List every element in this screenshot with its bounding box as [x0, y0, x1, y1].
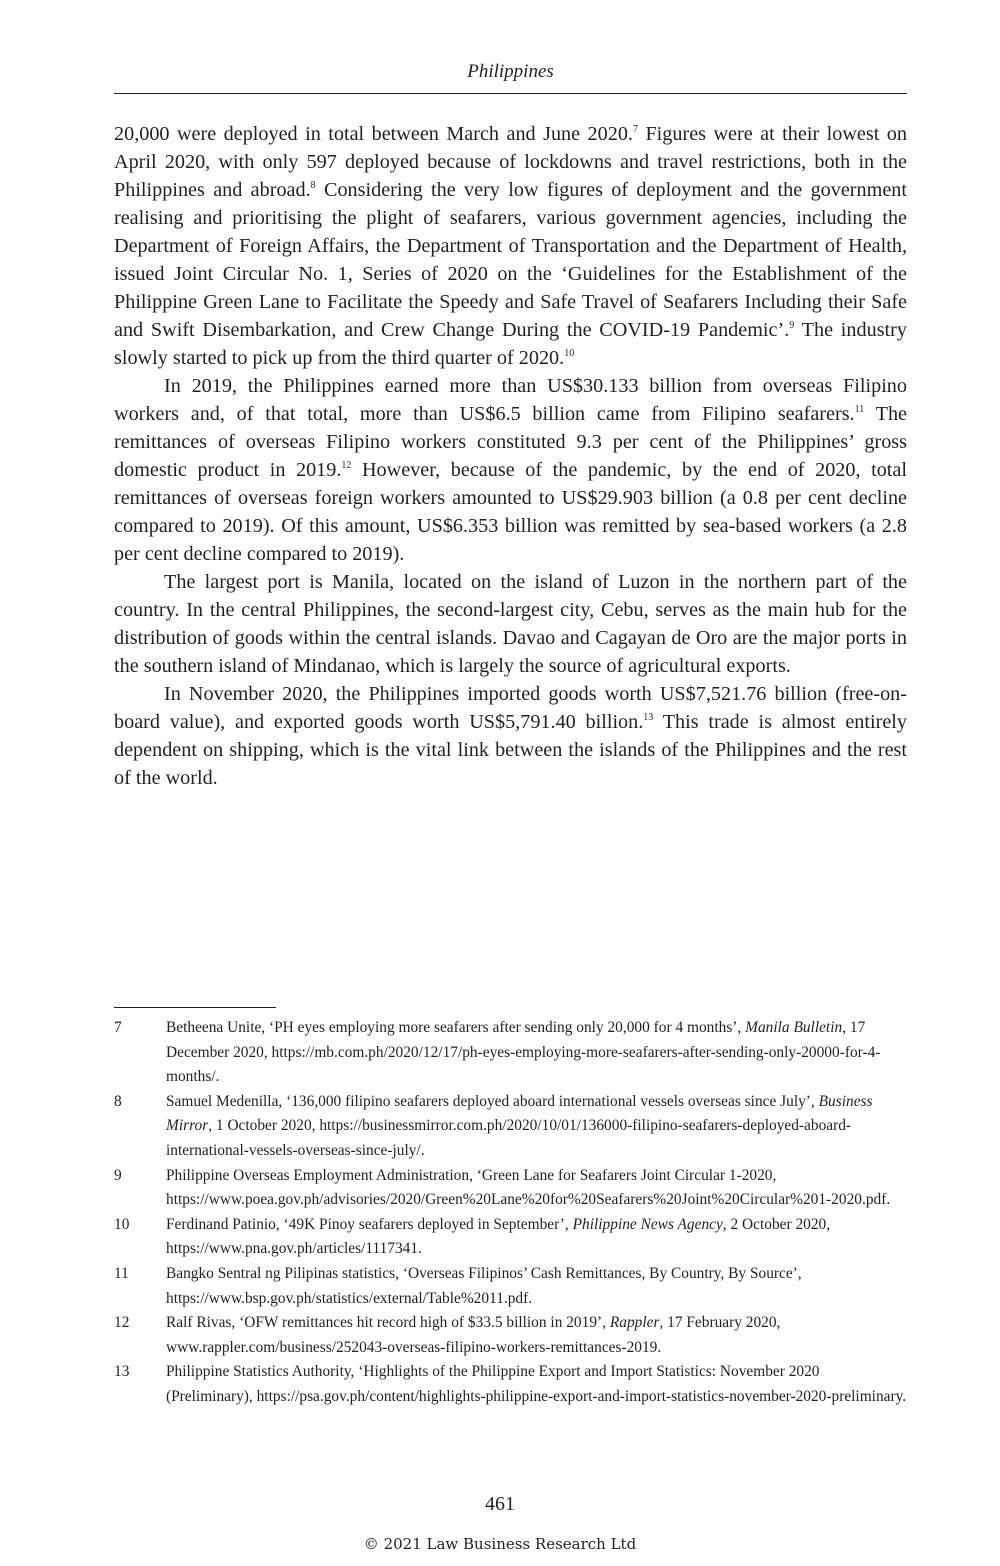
footnotes [114, 1016, 907, 1410]
text-run: Figures were at their lowest on April 2020, with only 597 deployed because of lockdowns and travel restrictions, both in the Philippines and abroad. [114, 123, 907, 201]
footnote-reference: 7 [632, 124, 638, 135]
footnote-text [166, 1216, 830, 1258]
footnote-text [166, 1265, 802, 1307]
footnote-text [166, 1314, 780, 1356]
text-run: Betheena Unite, ‘PH eyes employing more seafarers after sending only 20,000 for 4 months’, [166, 1019, 746, 1036]
footnote [114, 1090, 907, 1164]
footnote-number: 12 [114, 1314, 130, 1332]
footnote-text [166, 1093, 873, 1159]
text-run: Philippine Statistics Authority, ‘Highlights of the Philippine Export and Import Statistics: November 2020 (Preliminary), https://psa.gov.ph/content/highlights-philippine-export-and-import-statistics-november-2020-preliminary. [166, 1363, 907, 1405]
footnote-text [166, 1019, 880, 1085]
footnote-reference: 9 [789, 320, 795, 331]
footnote-reference: 10 [564, 348, 575, 359]
text-run: , 1 October 2020, https://businessmirror.com.ph/2020/10/01/136000-filipino-seafarers-deployed-aboard-international-vessels-overseas-since-july/. [166, 1117, 852, 1159]
italic-title: Business Mirror [166, 1092, 873, 1135]
text-run: , 17 February 2020, www.rappler.com/business/252043-overseas-filipino-workers-remittances-2019. [166, 1314, 781, 1356]
footnote-text [166, 1363, 906, 1405]
footnote-number: 7 [114, 1019, 122, 1036]
footnote-rule [114, 1007, 276, 1008]
footnote-text [166, 1167, 890, 1209]
text-run: 20,000 were deployed in total between March and June 2020. [114, 123, 633, 145]
copyright-notice: © 2021 Law Business Research Ltd [363, 1535, 637, 1553]
paragraph [114, 120, 907, 372]
footnote [114, 1164, 907, 1213]
footnote [114, 1311, 907, 1360]
footnote-reference: 12 [341, 460, 352, 471]
footnote [114, 1213, 907, 1262]
footnote [114, 1016, 907, 1090]
text-run: In November 2020, the Philippines imported goods worth US$7,521.76 billion (free-on-board value), and exported goods worth US$5,791.40 billion. [114, 683, 907, 733]
footnote-reference: 13 [643, 712, 654, 723]
paragraph [114, 372, 907, 568]
italic-title: Manila Bulletin [745, 1019, 843, 1036]
text-run: Ralf Rivas, ‘OFW remittances hit record high of $33.5 billion in 2019’, [166, 1314, 610, 1332]
text-run: Philippine Overseas Employment Administration, ‘Green Lane for Seafarers Joint Circular 1-2020, https://www.poea.gov.ph/advisories/2020/Green%20Lane%20for%20Seafarers%20Joint%20Circular%201-2020.pdf. [166, 1166, 891, 1209]
footnote-number: 9 [114, 1166, 122, 1184]
text-run: In 2019, the Philippines earned more than US$30.133 billion from overseas Filipino workers and, of that total, more than US$6.5 billion came from Filipino seafarers. [114, 375, 907, 425]
text-run: , 17 December 2020, https://mb.com.ph/2020/12/17/ph-eyes-employing-more-seafarers-after-sending-only-20000-for-4-months/. [166, 1019, 881, 1086]
text-run: Considering the very low figures of deployment and the government realising and prioritising the plight of seafarers, various government agencies, including the Department of Foreign Affairs, the Department of Transportation and the Department of Health, issued Joint Circular No. 1, Series of 2020 on the ‘Guidelines for the Establishment of the Philippine Green Lane to Facilitate the Speedy and Safe Travel of Seafarers Including their Safe and Swift Disembarkation, and Crew Change During the COVID-19 Pandemic’. [114, 179, 907, 341]
running-header: Philippines [467, 61, 554, 82]
italic-title: Philippine News Agency [572, 1215, 723, 1233]
paragraph [114, 680, 907, 792]
italic-title: Rappler [609, 1314, 660, 1332]
footnote-reference: 11 [854, 404, 865, 415]
text-run: , 2 October 2020, https://www.pna.gov.ph/articles/1117341. [166, 1215, 831, 1258]
paragraph [114, 568, 907, 680]
text-run: The remittances of overseas Filipino workers constituted 9.3 per cent of the Philippines’ gross domestic product in 2019. [114, 403, 907, 481]
text-run: Ferdinand Patinio, ‘49K Pinoy seafarers deployed in September’, [166, 1215, 573, 1233]
header-rule [114, 93, 907, 94]
footnote [114, 1360, 907, 1409]
text-run: The industry slowly started to pick up from the third quarter of 2020. [114, 319, 907, 369]
footnote-number: 13 [114, 1363, 130, 1381]
text-run: This trade is almost entirely dependent on shipping, which is the vital link between the islands of the Philippines and the rest of the world. [114, 711, 907, 789]
text-run: Samuel Medenilla, ‘136,000 filipino seafarers deployed aboard international vessels overseas since July’, [166, 1092, 819, 1110]
page-number: 461 [485, 1493, 515, 1515]
footnote [114, 1262, 907, 1311]
footnote-reference: 8 [310, 180, 316, 191]
body-text [114, 120, 907, 792]
footnote-number: 8 [114, 1092, 122, 1110]
footnote-number: 11 [114, 1264, 129, 1282]
text-run: Bangko Sentral ng Pilipinas statistics, ‘Overseas Filipinos’ Cash Remittances, By Country, By Source’, https://www.bsp.gov.ph/statistics/external/Table%2011.pdf. [166, 1264, 802, 1307]
footnote-number: 10 [114, 1215, 130, 1233]
text-run: However, because of the pandemic, by the end of 2020, total remittances of overseas foreign workers amounted to US$29.903 billion (a 0.8 per cent decline compared to 2019). Of this amount, US$6.353 billion was remitted by sea-based workers (a 2.8 per cent decline compared to 2019). [114, 459, 907, 565]
text-run: The largest port is Manila, located on the island of Luzon in the northern part of the country. In the central Philippines, the second-largest city, Cebu, serves as the main hub for the distribution of goods within the central islands. Davao and Cagayan de Oro are the major ports in the southern island of Mindanao, which is largely the source of agricultural exports. [114, 571, 907, 677]
